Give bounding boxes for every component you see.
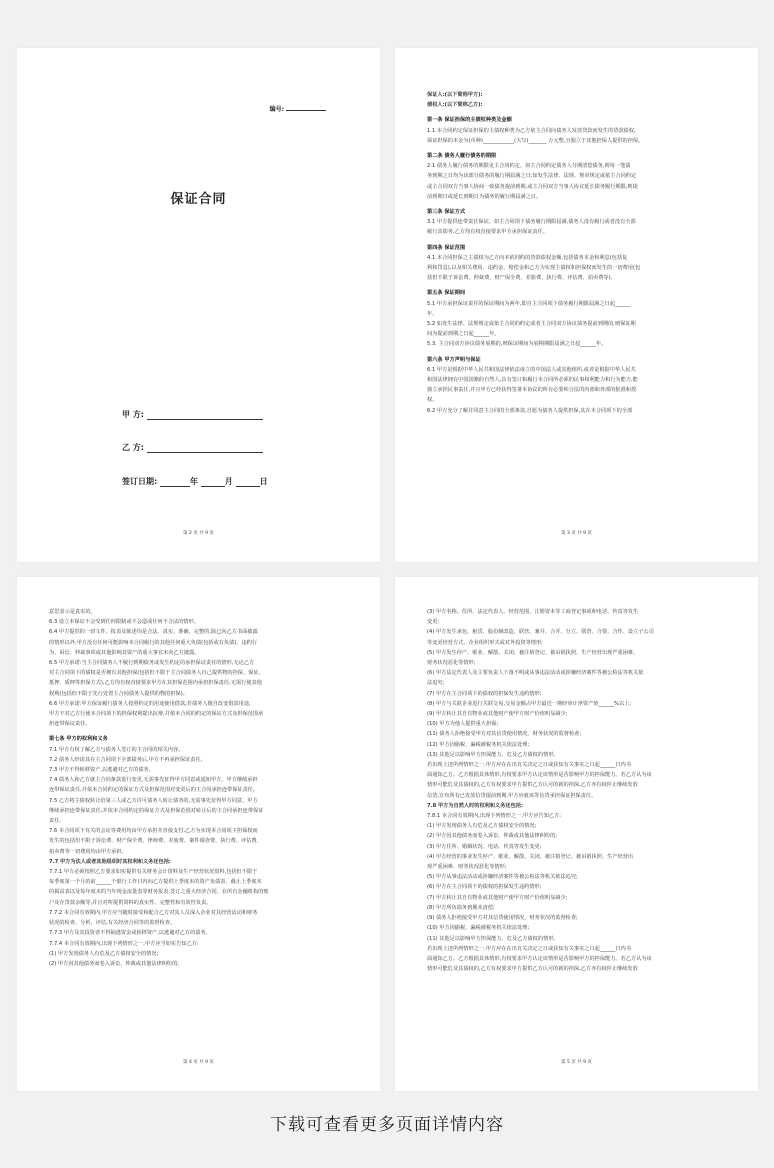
text-line: (12) 甲方因偷税、漏税被税务机关依法处理; [427,741,530,748]
text-line: 和国法律拥有中国国籍的自然人,具有签订和履行本合同所必须的民事权利能力和行为能力,能 [427,377,638,384]
page-footer: 第 4 页 共 9 页 [183,1060,214,1065]
text-line: 权。 [427,397,438,404]
text-line: (4) 甲方发生承包、租赁、股份制改造、联营、兼并、合并、分立、联营、合资、合作、设立子公司 [427,629,654,636]
sign-date-label: 签订日期: [122,477,158,486]
text-line: 5.1 甲方承担保证责任的保证期间为两年,即自主合同项下债务履行期限届满之日起______ [427,300,631,307]
text-line: (3) 甲方名称、住所、法定代表人、经营范围、注册资本等工商登记事项和电话、传真等发生 [427,609,639,615]
text-line: 年。 [427,310,438,317]
section-heading: 第七条 甲方的权利和义务 [49,736,108,743]
text-line: 7.3 甲方不得转移资产,以逃避对乙方的债务。 [49,767,154,774]
text-line: 对主合同项下的债权是否拥有其他担保(包括但不限于主合同债务人自己提供物的担保、保证、 [49,670,264,677]
text-line: 7.8.1 本合同有效期内,出现下列情形之一,甲方应告知乙方: [427,813,562,820]
text-line: 户及存贷款余额等,并且对所提供资料的真实性、完整性和有效性负责。 [49,899,212,906]
text-line: (8) 甲方所负债务到期未清偿; [427,904,495,911]
document-number-label: 编号: [269,106,284,113]
document-number [270,104,326,113]
text-line: 保证担保的本金为(币种)____________(大写)_______ 万元整,且独立于其他担保人提供的担保。 [427,137,644,144]
text-line: 状况的检查、分析、评估,有关经济合同等的监督检查。 [49,920,176,927]
text-line: 6.3 设立本保证不会受到任何限制或不会造成任何不合法的情形。 [49,619,199,626]
text-line: 前到期日或延长到期日为债务的履行期届满之日。 [427,193,542,200]
text-line: 7.7.1 甲方必须按照乙方要求如实提供有关财务会计资料及生产经营状况资料,包括但不限于 [49,869,258,876]
page-title: 保证合同 [170,192,227,207]
party-a-blank [147,410,263,420]
text-line: 6.1 甲方是根据中华人民共和国法律依法成立的中国法人或其他组织,或者是根据中华人民共 [427,366,636,373]
text-line: 7.7.2 本合同有效期内,甲方应当随时接受和配合乙方对其人员深入企业对其经营活动和财务 [49,909,258,916]
text-line: (1) 甲方发现债务人有危及乙方债权安全的情况; [49,950,159,957]
party-b-label: 乙 方: [122,443,144,452]
text-line: 1.1 本合同约定保证担保的主债权种类为乙方依主合同向债务人发放贷款而发生的贷款债权, [427,127,636,134]
page-footer: 第 3 页 共 9 页 [561,531,592,536]
section-heading: 第二条 债务人履行债务的期限 [427,153,497,160]
party-a-label: 甲 方: [122,410,144,419]
text-line: 担连带保证责任。 [49,721,91,728]
text-line: (7) 甲方在主合同项下的债权的担保发生违约情形; [427,690,542,697]
text-line: 责任。 [49,818,65,825]
text-line: 变更; [427,619,440,626]
page-body [49,607,348,969]
text-line: 7.7.4 本合同有效期内,出现下列情形之一,甲方应当如实告知乙方: [49,940,199,947]
section-heading: 第一条 保证担保的主债权种类及金额 [427,117,512,124]
text-line: (10) 甲方为他人提供重大担保; [427,721,499,728]
text-line: 独立承担民事责任,并且甲方已经获得签署本协议的所有必要和合法的内部和外部的批准和授 [427,387,637,394]
text-line: 2.1 债务人履行债务的期限见主合同约定。如主合同约定债务人分期清偿债务,则每一笔债 [427,163,631,170]
text-line: 法追究; [427,680,445,687]
text-line: 的情形以外,甲方没有任何可能影响本合同履行的其他任何重大负债(包括或有负债)、违约行 [49,639,258,646]
day-label: 日 [259,477,268,486]
text-line: 继续承担连带保证责任,并依本合同约定的保证方式及担保范围对转让后的主合同承担连带保证 [49,807,264,814]
text-line: 或主合同双方当事人协商一致债务提前到期,或主合同双方当事人协议延长债务履行期限,则提 [427,183,638,190]
text-line: (5) 甲方发生停产、歇业、解散、关闭、被注销登记、被吊销执照、生产经营出现严重困难、 [427,649,639,656]
page-4 [17,577,380,1091]
month-label: 月 [224,477,233,486]
section-heading: 第四条 保证范围 [427,244,466,251]
text-line: 为、诉讼、仲裁事项或其他影响其资产的重大事宜未向乙方披露。 [49,649,200,656]
page-3 [395,48,758,562]
text-line: 连带保证责任,并依本合同约定的保证方式及担保范围对变更后的主合同承担连带保证责任。 [49,787,259,794]
page-cover [17,48,380,562]
text-line: 抵押、质押等担保方式),乙方均有权直接要求甲方在其担保范围内承担担保责任;无需行使其他 [49,680,262,687]
text-line: 间为提前到期之日起______年。 [427,331,500,338]
text-line: 7.5 乙方将主债权转让给第三人或乙方许可债务人转让债务的,无需事先征得甲方同意。甲方 [49,797,258,804]
text-line: 履行其债务,乙方均有权直接要求甲方承担保证责任。 [427,229,548,236]
text-line: 保证人:(以下简称甲方): [427,92,483,98]
text-line: 4.1 本合同担保之主债权为乙方向本依同约的贷款债权金额,包括债务本金和利息(包括复 [427,254,628,261]
text-line: 若出现上述所列情形之一,甲方应在在出有关决定之日或获知有关事实之日起______日内书 [427,945,631,952]
year-blank [160,477,190,487]
text-line: 每季度第一个月的前______个银行工作日内向乙方提供上季度末的资产负债表、截止上季度末 [49,879,262,886]
text-line: 6.6 甲方承诺:甲方保证履行债务人按照约定的用途使用借款,若债务人擅自改变借款用途, [49,700,251,707]
text-line: (8) 甲方与关联企业进行关联交易,交易金额占甲方最近一期经审计净资产值______%以上; [427,700,632,707]
text-line: 债权人:(以下简称乙方): [427,102,483,109]
text-line: 意思表示是真实的。 [49,609,96,615]
text-line: 信贷,宣布所有已发放信贷提前到期,甲方应就该等信贷承担保证担保责任。 [427,792,597,799]
download-caption: 下载可查看更多页面详情内容 [270,1115,504,1135]
page-footer: 第 5 页 共 9 页 [561,1060,592,1065]
text-line: 5.2 如发生法律、法规规定或依主合同的约定或者主合同双方协议债务提前到期的,则保证期 [427,321,636,328]
text-line: 若出现上述所列情形之一,甲方应在在出有关决定之日或获知有关事实之日起______日内书 [427,762,631,769]
text-line: (7) 甲方转让其自有物业或其他财产使甲方财产价值明显减少; [427,894,568,901]
text-line: (4) 甲方经营的事业发生停产、歇业、解散、关闭、被注销登记、被吊销执照、生产经营出 [427,853,634,860]
text-line: (3) 甲方住所、婚姻状况、电话、传真等发生变更; [427,843,542,850]
text-line: 情形可能危及其债权的,乙方有权要求甲方提供乙方认可的新的担保,乙方亦有权停止继续发放 [427,782,638,789]
text-line: 7.7 甲方为法人或者其他组织时其权利和义务还包括: [49,858,172,865]
text-line: 7.6 本合同项下有关的会证等费用均由甲方承担并直接支付,乙方为实现本合同项下担保权而 [49,828,258,835]
text-line: 7.1 甲方有权了解乙方与债务人签订的主合同的相关内容。 [49,746,184,753]
text-line: (13) 其他足以影响甲方担保能力、危及乙方债权的情形。 [427,751,559,758]
page-body [427,90,726,416]
text-line: (6) 甲方在主合同项下的债权的担保发生违约情形; [427,884,542,891]
text-line: 括但不限于诉讼费、仲裁费、财产保全费、差旅费、执行费、评估费、拍卖费等)。 [427,275,616,282]
party-b-blank [147,443,263,453]
text-line: 6.2 甲方充分了解并同意主合同的全部条款,自愿为债务人提供担保,其在本合同项下的全部 [427,407,633,414]
day-blank [236,477,260,487]
text-line: 甲方不对乙方行使本合同项下的担保权利提出抗辩,并依本合同的约定的保证方式及担保范围承 [49,711,264,718]
text-line: 现严重困难、财务状况恶化等情形; [427,864,507,871]
text-line: 面通知乙方。乙方根据具体情形,有权要求甲方认定该情形是否影响甲方的担保能力。若乙方认为该 [427,955,652,962]
text-line: 5.3. 主合同双方协议债务展期的,则保证期间为展期期限届满之日起______年。 [427,341,607,348]
text-line: 务到期之日均为该部分债务的履行期届满之日;如发生法律、法规、规章规定或依主合同约定 [427,173,637,180]
party-b-field [122,442,263,453]
text-line: 财务状况恶化等情形; [427,660,476,667]
text-line: (5) 甲方从事违法活动或涉嫌经济案件等被公检法等机关依法追究; [427,874,578,881]
text-line: 3.1 甲方提供连带责任保证。如主合同项下债务履行期限届满,债务人没有履行或者没有全部 [427,219,636,226]
text-line: 6.5 甲方承诺:当主合同债务人不履行到期债务或发生约定的承担保证责任的情形,无论乙方 [49,660,255,667]
text-line: (11) 债务人拒绝接受甲方对其信贷使用情况、财务状况的监督检查; [427,731,582,738]
text-line: 7.7.3 甲方及其投资者不得抽逃资金或转移资产,以逃避对乙方的债务。 [49,930,211,937]
text-line: (10) 甲方因偷税、漏税被税务机关依法处理; [427,925,530,932]
text-line: (11) 其他足以影响甲方担保能力、危及乙方债权的情形。 [427,935,559,942]
sign-date-field [122,476,268,487]
section-heading: 第六条 甲方声明与保证 [427,356,481,363]
text-line: 7.2 债务人经请其在主合同项下全部债务后,甲方不再承担保证责任。 [49,756,206,763]
section-heading: 第三条 保证方式 [427,209,466,216]
text-line: 拍卖费等一切费用均由甲方承担。 [49,848,127,855]
text-line: 权利(包括但不限于先行处置主合同债务人提供的物的担保)。 [49,690,188,697]
text-line: 7.8 甲方为自然人时的权利和义务还包括: [427,802,524,809]
month-blank [201,477,225,487]
text-line: 面通知乙方。乙方根据具体情形,有权要求甲方认定该情形是否影响甲方的担保能力。若乙方认为该 [427,772,652,779]
text-line: 利和罚息),以及相关费用、违约金、赔偿金和乙方为实现主债权和担保权而发生的一切费用(包 [427,265,641,272]
text-line: 6.4 甲方提供的一切文件、报表及陈述均是合法、真实、准确、完整的,除已向乙方书面披露 [49,629,258,636]
text-line: 等变更经营方式、企业组织形式或对外投资等情形; [427,639,543,646]
text-line: 情形可能危及其债权的,乙方有权要求甲方提供乙方认可的新的担保,乙方亦有权停止继续发放 [427,966,638,973]
text-line: (2) 甲方因其他债务而卷入诉讼、仲裁或其他法律纠纷的; [49,960,180,967]
document-number-blank [286,110,326,111]
text-line: (6) 甲方法定代表人及主要负责人下落不明或从事违法活动或涉嫌经济案件等被公检法等机关依 [427,670,644,677]
section-heading: 第五条 保证期间 [427,290,466,297]
text-line: 发生的包括但不限于诉讼费、财产保全费、律师费、差旅费、案件调查费、执行费、评估费、 [49,838,262,845]
page-5 [395,577,758,1091]
page-body [427,607,726,974]
year-label: 年 [190,477,198,486]
text-line: 7.4 债务人和乙方就主合同条款进行变更,无需事先征得甲方同意或通知甲方。甲方继续承担 [49,777,258,784]
party-a-field [122,409,263,420]
text-line: (9) 甲方转让其自有物业或其他财产使甲方财产价值明显减少; [427,711,568,718]
text-line: (9) 债务人拒绝接受甲方对其信贷使用情况、财务状况的监督检查; [427,915,578,922]
text-line: (1) 甲方发现债务人有危及乙方债权安全的情况; [427,823,537,830]
text-line: (2) 甲方因其他债务而卷入诉讼、仲裁或其他法律纠纷的; [427,833,558,840]
text-line: 的损益表以及每年度末的当年现金流量表等财务报表,签订之重大经济合同、在所有金融机构的账 [49,889,269,896]
page-footer: 第 2 页 共 9 页 [183,531,214,536]
